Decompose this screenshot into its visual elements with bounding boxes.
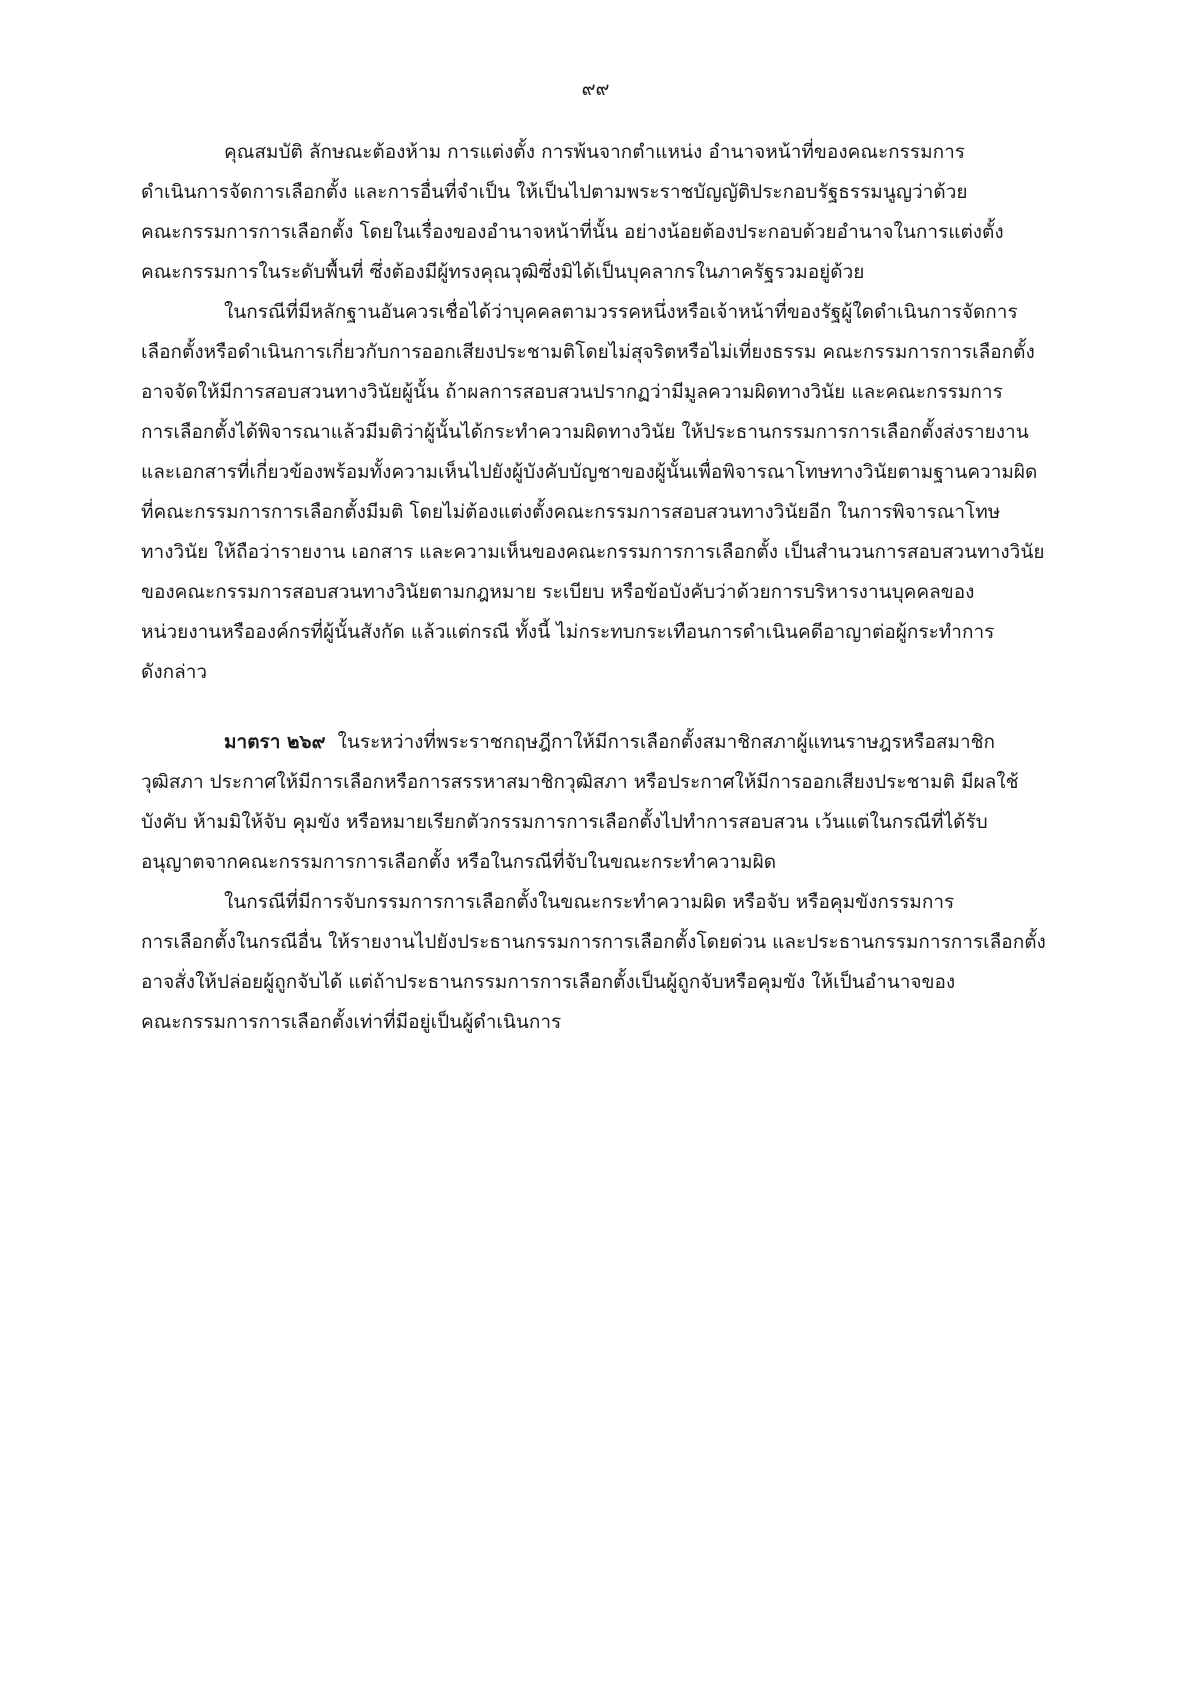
paragraph-line: บังคับ ห้ามมิให้จับ คุมขัง หรือหมายเรียกตัวกรรมการการเลือกตั้งไปทำการสอบสวน เว้นแต่ในกรณีที่ได้รับ — [141, 811, 988, 833]
paragraph-line: อาจจัดให้มีการสอบสวนทางวินัยผู้นั้น ถ้าผลการสอบสวนปรากฏว่ามีมูลความผิดทางวินัย และคณะกรรมการ — [141, 381, 1003, 403]
paragraph-line: และเอกสารที่เกี่ยวข้องพร้อมทั้งความเห็นไปยังผู้บังคับบัญชาของผู้นั้นเพื่อพิจารณาโทษทางวินัยตามฐานความผิด — [141, 461, 1038, 483]
paragraph-line: เลือกตั้งหรือดำเนินการเกี่ยวกับการออกเสียงประชามติโดยไม่สุจริตหรือไม่เที่ยงธรรม คณะกรรมการการเลือกตั้ง — [141, 341, 1035, 363]
paragraph-line: ดำเนินการจัดการเลือกตั้ง และการอื่นที่จำเป็น ให้เป็นไปตามพระราชบัญญัติประกอบรัฐธรรมนูญว่าด้วย — [141, 181, 968, 203]
paragraph-line: การเลือกตั้งในกรณีอื่น ให้รายงานไปยังประธานกรรมการการเลือกตั้งโดยด่วน และประธานกรรมการการเลือกตั้ง — [141, 931, 1046, 953]
section-269-first-line — [224, 727, 995, 757]
paragraph-line: ที่คณะกรรมการการเลือกตั้งมีมติ โดยไม่ต้องแต่งตั้งคณะกรรมการสอบสวนทางวินัยอีก ในการพิจารณาโทษ — [141, 501, 1001, 523]
paragraph-line: การเลือกตั้งได้พิจารณาแล้วมีมติว่าผู้นั้นได้กระทำความผิดทางวินัย ให้ประธานกรรมการการเลือกตั้งส่งรายงาน — [141, 421, 1029, 443]
paragraph-line: คุณสมบัติ ลักษณะต้องห้าม การแต่งตั้ง การพ้นจากตำแหน่ง อำนาจหน้าที่ของคณะกรรมการ — [224, 141, 965, 163]
paragraph-line: ดังกล่าว — [141, 661, 208, 683]
paragraph-line: หน่วยงานหรือองค์กรที่ผู้นั้นสังกัด แล้วแต่กรณี ทั้งนี้ ไม่กระทบกระเทือนการดำเนินคดีอาญาต่อผู้กระทำการ — [141, 621, 995, 643]
paragraph-line: ในกรณีที่มีหลักฐานอันควรเชื่อได้ว่าบุคคลตามวรรคหนึ่งหรือเจ้าหน้าที่ของรัฐผู้ใดดำเนินการจัดการ — [224, 301, 1018, 323]
paragraph-line: คณะกรรมการการเลือกตั้งเท่าที่มีอยู่เป็นผู้ดำเนินการ — [141, 1011, 562, 1033]
paragraph-line: คณะกรรมการในระดับพื้นที่ ซึ่งต้องมีผู้ทรงคุณวุฒิซึ่งมิได้เป็นบุคลากรในภาครัฐรวมอยู่ด้วย — [141, 261, 865, 283]
section-text: ในระหว่างที่พระราชกฤษฎีกาให้มีการเลือกตั้งสมาชิกสภาผู้แทนราษฎรหรือสมาชิก — [337, 731, 996, 753]
paragraph-line: อาจสั่งให้ปล่อยผู้ถูกจับได้ แต่ถ้าประธานกรรมการการเลือกตั้งเป็นผู้ถูกจับหรือคุมขัง ให้เป็นอำนาจของ — [141, 971, 956, 993]
paragraph-line: ในกรณีที่มีการจับกรรมการการเลือกตั้งในขณะกระทำความผิด หรือจับ หรือคุมขังกรรมการ — [224, 891, 955, 913]
paragraph-line: อนุญาตจากคณะกรรมการการเลือกตั้ง หรือในกรณีที่จับในขณะกระทำความผิด — [141, 851, 777, 873]
paragraph-line: วุฒิสภา ประกาศให้มีการเลือกหรือการสรรหาสมาชิกวุฒิสภา หรือประกาศให้มีการออกเสียงประชามติ มีผลใช้ — [141, 771, 1019, 793]
section-heading: มาตรา ๒๖๙ — [224, 731, 326, 753]
paragraph-line: คณะกรรมการการเลือกตั้ง โดยในเรื่องของอำนาจหน้าที่นั้น อย่างน้อยต้องประกอบด้วยอำนาจในการแต่งตั้ง — [141, 221, 1004, 243]
paragraph-line: ของคณะกรรมการสอบสวนทางวินัยตามกฎหมาย ระเบียบ หรือข้อบังคับว่าด้วยการบริหารงานบุคคลของ — [141, 581, 975, 603]
page-number: ๙๙ — [581, 78, 610, 100]
paragraph-line: ทางวินัย ให้ถือว่ารายงาน เอกสาร และความเห็นของคณะกรรมการการเลือกตั้ง เป็นสำนวนการสอบสวนทางวินัย — [141, 541, 1045, 563]
